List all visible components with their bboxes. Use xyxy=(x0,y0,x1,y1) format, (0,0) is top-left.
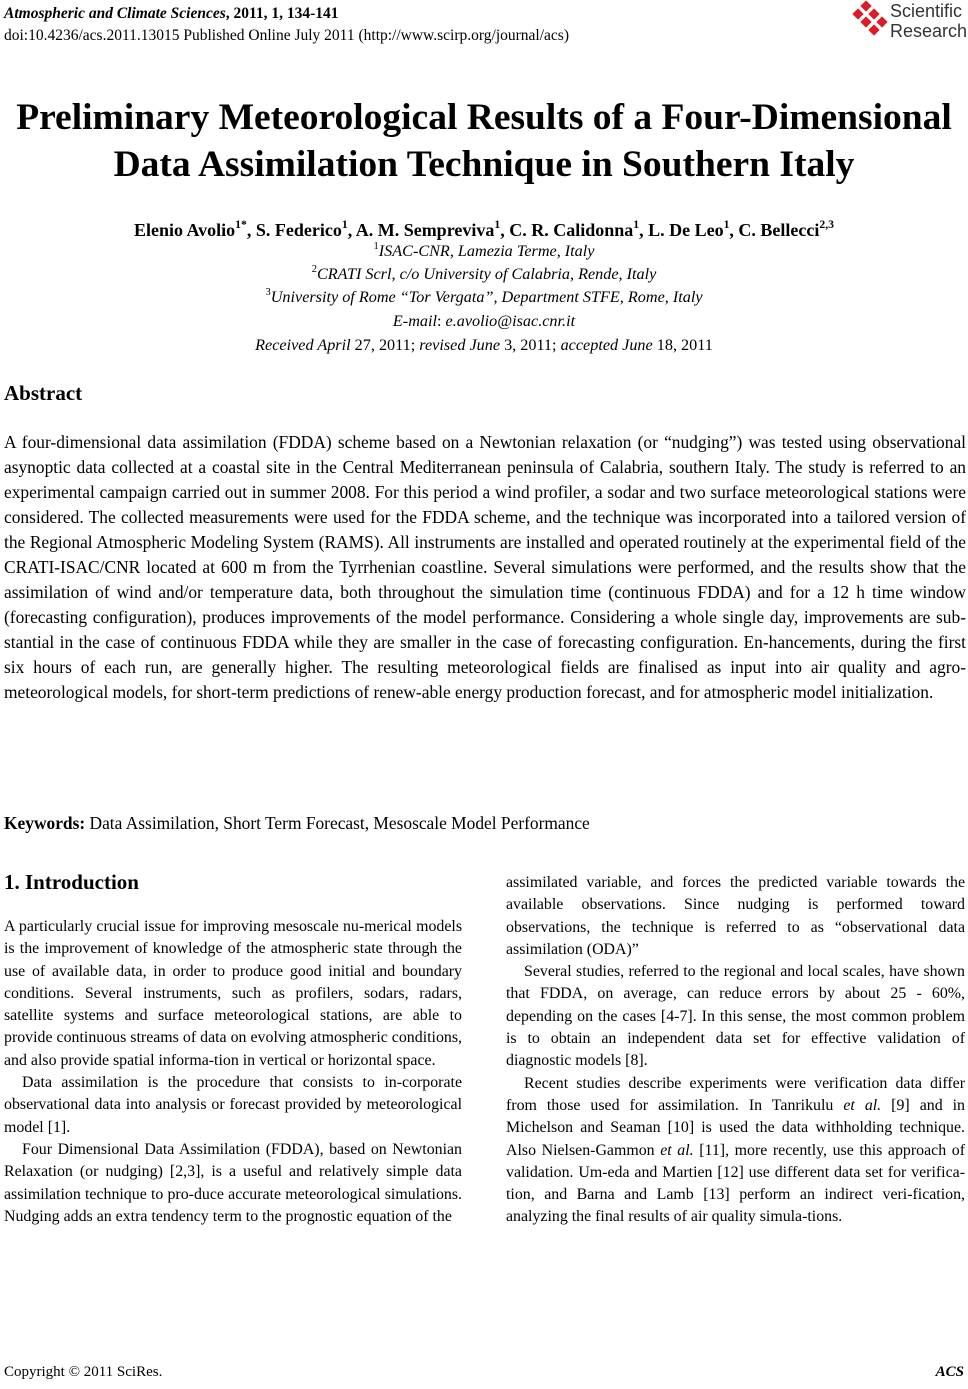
paper-title xyxy=(0,94,968,188)
author: L. De Leo$^1$, xyxy=(648,218,739,240)
doi-line: doi:10.4236/acs.2011.13015 Published Online July 2011 (http://www.scirp.org/journal/acs) xyxy=(4,27,569,44)
section-heading-introduction: 1. Introduction xyxy=(4,870,139,894)
author: S. Federico$^1$, xyxy=(255,218,356,240)
paragraph: assimilated variable, and forces the predicted variable towards the available observations. Since nudging is performed toward observations, the technique is referred to as “observational data assimilation (ODA)” xyxy=(506,874,965,958)
author: C. Bellecci$^{2,3}$ xyxy=(738,218,834,240)
abstract-heading: Abstract xyxy=(4,381,83,405)
email-line: E-mail: e.avolio@isac.cnr.it xyxy=(392,311,576,330)
journal-citation: , 2011, 1, 134-141 xyxy=(225,5,339,22)
email-link[interactable]: e.avolio@isac.cnr.it xyxy=(445,311,576,330)
affiliation: $^3$University of Rome “Tor Vergata”, Department STFE, Rome, Italy xyxy=(265,287,703,307)
abstract-text: A four-dimensional data assimilation (FDDA) scheme based on a Newtonian relaxation (or “nudging”) was tested using observational asynoptic data collected at a coastal site in the Central Mediterranean peninsula of Calabria, southern Italy. The study is referred to an experimental campaign carried out in summer 2008. For this period a wind profiler, a sodar and two surface meteorological stations were considered. The collected measurements were used for the FDDA scheme, and the technique was incorporated into a tailored version of the Regional Atmospheric Modeling System (RAMS). All instruments are installed and operated routinely at the experimental field of the CRATI-ISAC/CNR located at 600 m from the Tyrrhenian coastline. Several simulations were performed, and the results show that the assimilation of wind and/or temperature data, both throughout the simulation time (continuous FDDA) and for a 12 h time window (forecasting configuration), produces improvements of the model performance. Considering a whole single day, improvements are sub-stantial in the case of continuous FDDA while they are smaller in the case of forecasting configuration. En-hancements, during the first six hours of each run, are generally higher. The resulting meteorological fields are finalised as input into air quality and agro-meteorological models, for short-term predictions of renew-able energy production forecast, and for atmospheric model initialization. xyxy=(4,432,966,702)
paragraph: Recent studies describe experiments were verification data differ from those used for assimilation. In Tanrikulu et al. [9] and in Michelson and Seaman [10] is used the data withholding technique. Also Nielsen-Gammon et al. [11], more recently, use this approach of validation. Um-eda and Martien [12] use different data set for verifica-tion, and Barna and Lamb [13] perform an indirect veri-fication, analyzing the final results of air quality simula-tions. xyxy=(506,1074,965,1226)
affiliation: $^2$CRATI Scrl, c/o University of Calabria, Rende, Italy xyxy=(311,263,657,284)
title-line-1: Preliminary Meteorological Results of a Four-Dimensional xyxy=(16,97,952,138)
author: C. R. Calidonna$^1$, xyxy=(509,218,649,240)
copyright-footer: Copyright © 2011 SciRes. xyxy=(4,1364,163,1380)
paragraph: A particularly crucial issue for improving mesoscale nu-merical models is the improvement of knowledge of the atmospheric state through the use of available data, in order to produce good initial and boundary conditions. Several instruments, such as profilers, sodars, radars, satellite systems and surface meteorological stations, are able to provide continuous streams of data on evolving atmospheric conditions, and also provide spatial informa-tion in vertical or horizontal space. xyxy=(4,918,462,1069)
received-dates: Received April 27, 2011; revised June 3, 2011; accepted June 18, 2011 xyxy=(255,336,713,354)
column-left xyxy=(4,916,462,1228)
column-right xyxy=(506,872,965,1229)
paragraph: Four Dimensional Data Assimilation (FDDA), based on Newtonian Relaxation (or nudging) [2,3], is a useful and relatively simple data assimilation technique to pro-duce accurate meteorological simulations. Nudging adds an extra tendency term to the prognostic equation of the xyxy=(4,1140,462,1225)
affiliation: $^1$ISAC-CNR, Lamezia Terme, Italy xyxy=(373,240,595,260)
running-header xyxy=(4,3,569,47)
logo-text: Scientific Research xyxy=(890,1,968,41)
author: Elenio Avolio$^{1*}$, xyxy=(133,218,256,240)
journal-name: Atmospheric and Climate Sciences xyxy=(4,5,226,22)
author-list xyxy=(0,219,968,241)
journal-abbreviation: ACS xyxy=(935,1364,964,1380)
paragraph: Data assimilation is the procedure that consists to in-corporate observational data into analysis or forecast provided by meteorological model [1]. xyxy=(4,1074,462,1136)
paragraph: Several studies, referred to the regional and local scales, have shown that FDDA, on average, can reduce errors by about 25 - 60%, depending on the cases [4-7]. In this sense, the most common problem is to obtain an independent data set for effective validation of diagnostic models [8]. xyxy=(506,963,965,1070)
keywords: Keywords: Data Assimilation, Short Term Forecast, Mesoscale Model Performance xyxy=(4,813,590,833)
affiliations xyxy=(0,240,968,333)
author: A. M. Sempreviva$^1$, xyxy=(355,218,510,240)
title-line-2: Data Assimilation Technique in Southern Italy xyxy=(113,144,855,185)
